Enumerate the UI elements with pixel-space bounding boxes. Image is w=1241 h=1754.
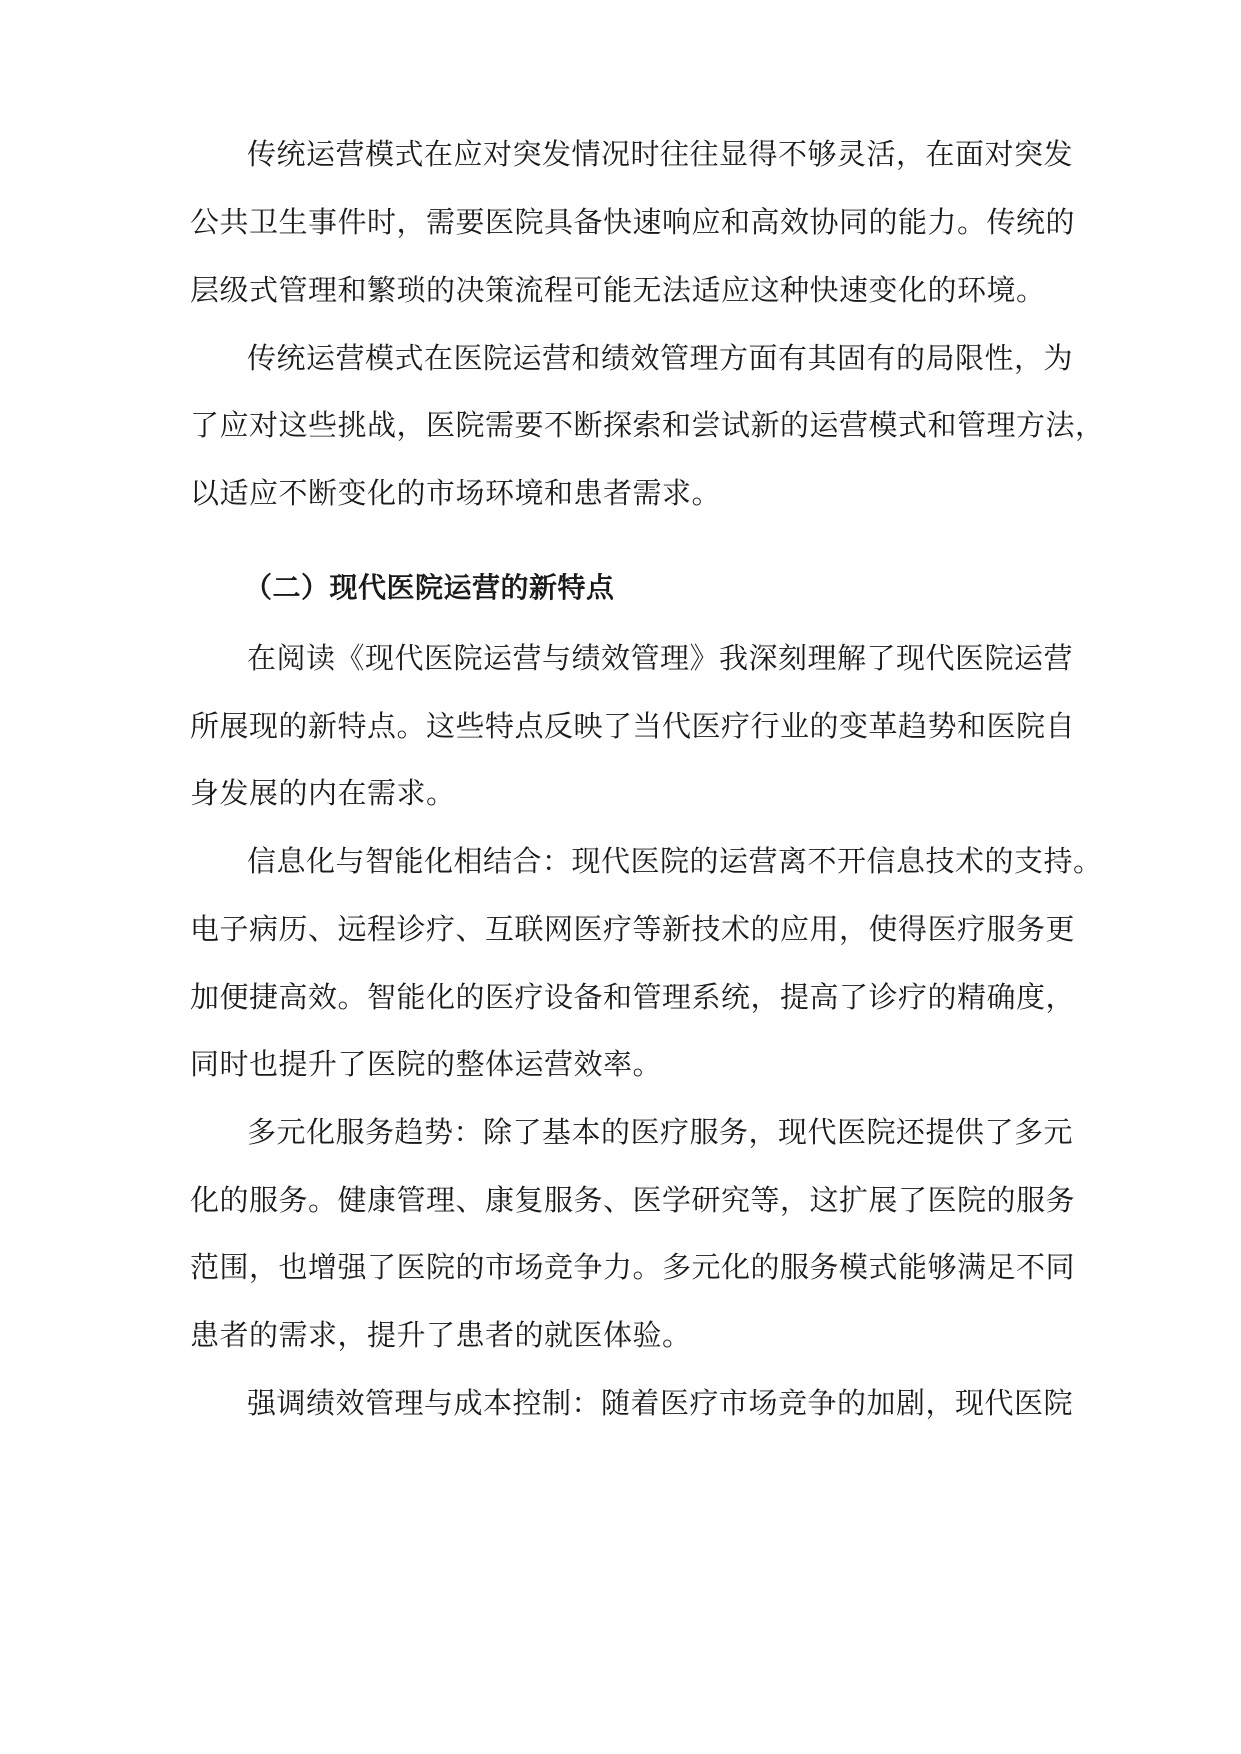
paragraph-line: 所展现的新特点。这些特点反映了当代医疗行业的变革趋势和医院自 bbox=[190, 709, 1076, 743]
paragraph-line: 信息化与智能化相结合：现代医院的运营离不开信息技术的支持。 bbox=[247, 844, 1103, 878]
paragraph-line: 范围，也增强了医院的市场竞争力。多元化的服务模式能够满足不同 bbox=[190, 1250, 1076, 1284]
paragraph-line: 了应对这些挑战，医院需要不断探索和尝试新的运营模式和管理方法， bbox=[190, 408, 1105, 442]
paragraph-line: 加便捷高效。智能化的医疗设备和管理系统，提高了诊疗的精确度， bbox=[190, 980, 1076, 1014]
paragraph-line: 患者的需求，提升了患者的就医体验。 bbox=[190, 1318, 692, 1352]
paragraph-line: 传统运营模式在医院运营和绩效管理方面有其固有的局限性，为 bbox=[247, 341, 1074, 375]
paragraph-line: 多元化服务趋势：除了基本的医疗服务，现代医院还提供了多元 bbox=[247, 1115, 1074, 1149]
paragraph-line: 强调绩效管理与成本控制：随着医疗市场竞争的加剧，现代医院 bbox=[247, 1386, 1074, 1420]
paragraph-line: 以适应不断变化的市场环境和患者需求。 bbox=[190, 476, 722, 510]
section-heading: （二）现代医院运营的新特点 bbox=[244, 571, 615, 604]
paragraph-line: 化的服务。健康管理、康复服务、医学研究等，这扩展了医院的服务 bbox=[190, 1183, 1076, 1217]
paragraph-line: 同时也提升了医院的整体运营效率。 bbox=[190, 1047, 663, 1081]
paragraph-line: 电子病历、远程诊疗、互联网医疗等新技术的应用，使得医疗服务更 bbox=[190, 912, 1076, 946]
paragraph-line: 在阅读《现代医院运营与绩效管理》我深刻理解了现代医院运营 bbox=[247, 641, 1074, 675]
paragraph-line: 传统运营模式在应对突发情况时往往显得不够灵活，在面对突发 bbox=[247, 137, 1074, 171]
paragraph-line: 层级式管理和繁琐的决策流程可能无法适应这种快速变化的环境。 bbox=[190, 273, 1046, 307]
paragraph-line: 公共卫生事件时，需要医院具备快速响应和高效协同的能力。传统的 bbox=[190, 205, 1076, 239]
paragraph-line: 身发展的内在需求。 bbox=[190, 776, 456, 810]
